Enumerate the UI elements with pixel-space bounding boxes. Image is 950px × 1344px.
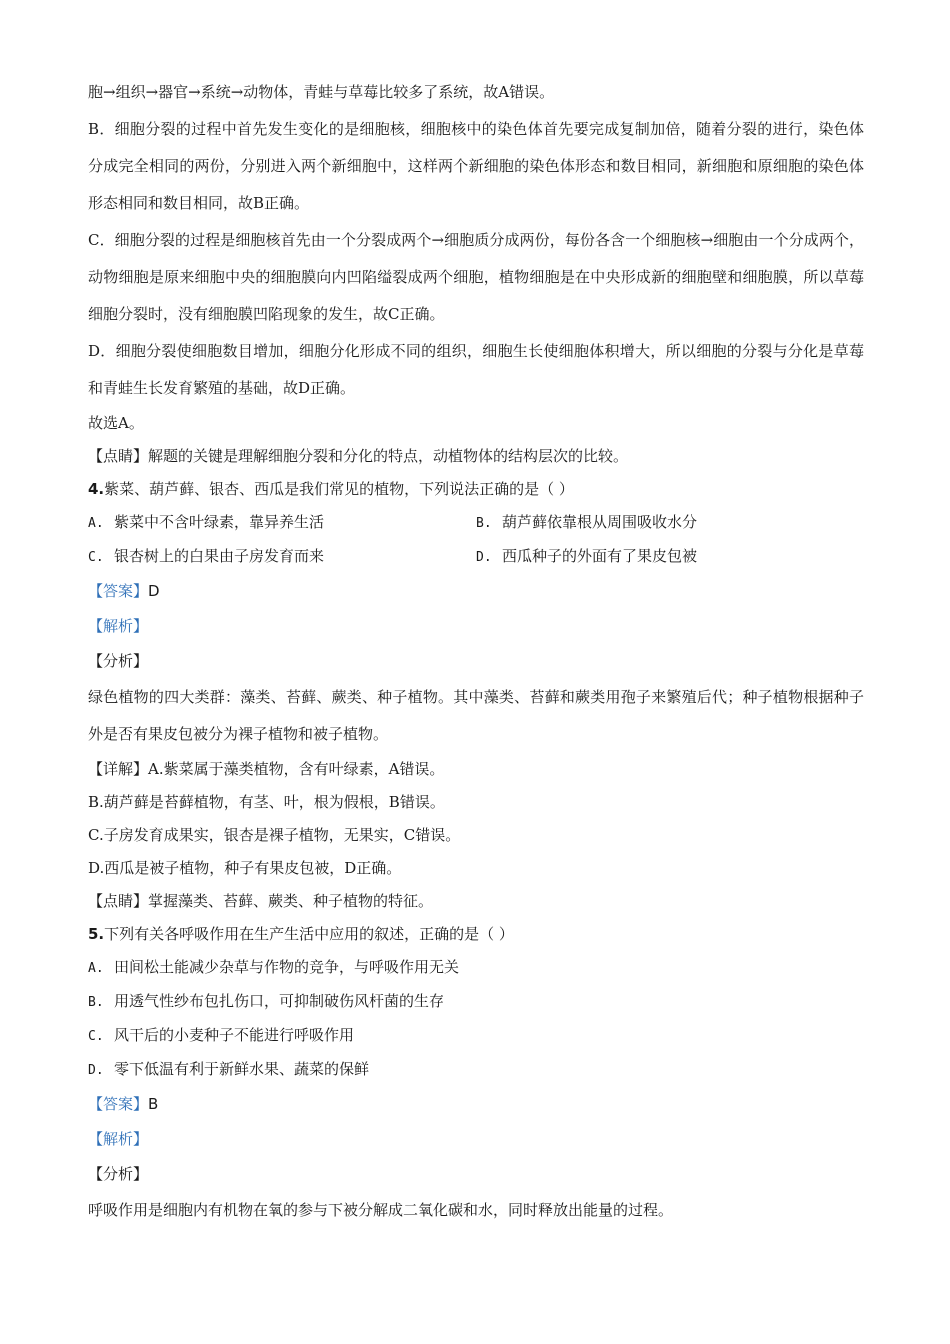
q4-stem [88, 473, 864, 506]
paragraph-option-b: B．细胞分裂的过程中首先发生变化的是细胞核，细胞核中的染色体首先要完成复制加倍，随着分裂的进行，染色体分成完全相同的两份，分别进入两个新细胞中，这样两个新细胞的染色体形态和数目相同，新细胞和原细胞的染色体形态相同和数目相同，故B正确。 [88, 120, 864, 212]
q4-comment: 【点睛】掌握藻类、苔藓、蕨类、种子植物的特征。 [88, 892, 434, 910]
q4-number: 4. [88, 480, 105, 498]
q4-option-c: C. 银杏树上的白果由子房发育而来 [88, 547, 325, 565]
q5-analysis-tag: 【解析】 [88, 1130, 149, 1148]
q4-option-b: B. 葫芦藓依靠根从周围吸收水分 [476, 513, 698, 531]
q4-fenxi-text: 绿色植物的四大类群：藻类、苔藓、蕨类、种子植物。其中藻类、苔藓和蕨类用孢子来繁殖后代；种子植物根据种子外是否有果皮包被分为裸子植物和被子植物。 [88, 688, 864, 743]
q5-option-c: C. 风干后的小麦种子不能进行呼吸作用 [88, 1026, 355, 1044]
paragraph-choice: 故选A。 [88, 414, 144, 432]
q4-option-a: A. 紫菜中不含叶绿素，靠异养生活 [88, 513, 325, 531]
q4-detail-a: 【详解】A.紫菜属于藻类植物，含有叶绿素，A错误。 [88, 760, 445, 778]
q5-number: 5. [88, 925, 105, 943]
q4-option-d: D. 西瓜种子的外面有了果皮包被 [476, 547, 698, 565]
q3-comment: 【点睛】解题的关键是理解细胞分裂和分化的特点，动植物体的结构层次的比较。 [88, 447, 629, 465]
q5-answer-tag: 【答案】 [88, 1095, 149, 1113]
q4-answer-value: D [148, 582, 160, 600]
q5-answer-value: B [148, 1095, 159, 1113]
paragraph-continuation: 胞→组织→器官→系统→动物体，青蛙与草莓比较多了系统，故A错误。 [88, 83, 555, 101]
q5-option-d: D. 零下低温有利于新鲜水果、蔬菜的保鲜 [88, 1060, 370, 1078]
q4-fenxi-tag: 【分析】 [88, 652, 149, 670]
q4-detail-c: C.子房发育成果实，银杏是裸子植物，无果实，C错误。 [88, 826, 461, 844]
q4-analysis-tag: 【解析】 [88, 617, 149, 635]
q5-answer [88, 1087, 864, 1122]
paragraph-option-d: D．细胞分裂使细胞数目增加，细胞分化形成不同的组织，细胞生长使细胞体积增大，所以细胞的分裂与分化是草莓和青蛙生长发育繁殖的基础，故D正确。 [88, 342, 864, 397]
q5-fenxi-text: 呼吸作用是细胞内有机物在氧的参与下被分解成二氧化碳和水，同时释放出能量的过程。 [88, 1201, 674, 1219]
q5-fenxi-tag: 【分析】 [88, 1165, 149, 1183]
q4-detail-d: D.西瓜是被子植物，种子有果皮包被，D正确。 [88, 859, 402, 877]
q5-stem [88, 918, 864, 951]
document-page [88, 74, 864, 1229]
q4-answer [88, 574, 864, 609]
q4-options-row-1 [88, 506, 864, 540]
q4-stem-text: 紫菜、葫芦藓、银杏、西瓜是我们常见的植物，下列说法正确的是（ ） [104, 480, 574, 498]
q5-stem-text: 下列有关各呼吸作用在生产生活中应用的叙述，正确的是（ ） [104, 925, 514, 943]
q4-options-row-2 [88, 540, 864, 574]
q4-answer-tag: 【答案】 [88, 582, 149, 600]
q4-detail-b: B.葫芦藓是苔藓植物，有茎、叶，根为假根，B错误。 [88, 793, 445, 811]
q5-option-a: A. 田间松土能减少杂草与作物的竞争，与呼吸作用无关 [88, 958, 460, 976]
paragraph-option-c: C．细胞分裂的过程是细胞核首先由一个分裂成两个→细胞质分成两份，每份各含一个细胞核→细胞由一个分成两个，动物细胞是原来细胞中央的细胞膜向内凹陷缢裂成两个细胞，植物细胞是在中央形成新的细胞壁和细胞膜，所以草莓细胞分裂时，没有细胞膜凹陷现象的发生，故C正确。 [88, 231, 864, 323]
q5-option-b: B. 用透气性纱布包扎伤口，可抑制破伤风杆菌的生存 [88, 992, 445, 1010]
